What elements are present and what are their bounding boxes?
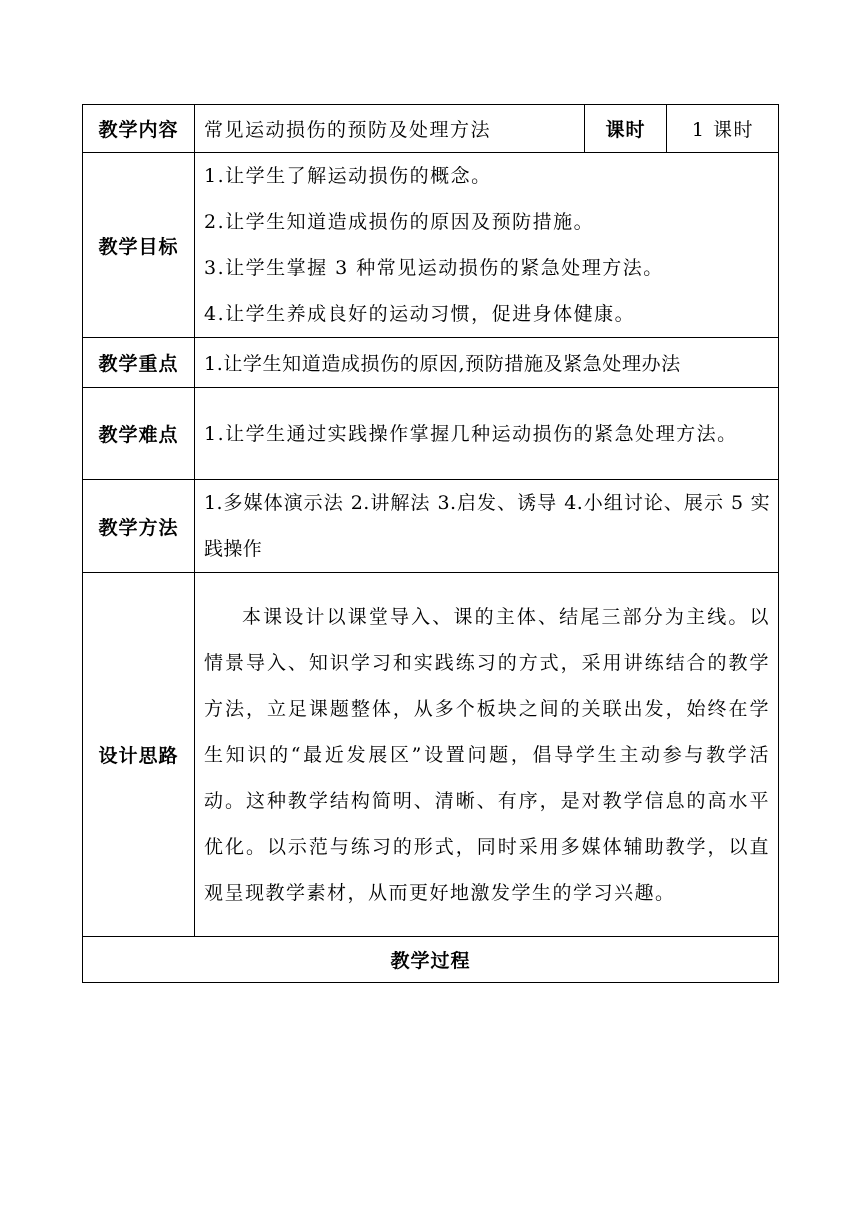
- objective-item: 2.让学生知道造成损伤的原因及预防措施。: [204, 211, 595, 233]
- methods-value: 1.多媒体演示法 2.讲解法 3.启发、诱导 4.小组讨论、展示 5 实践操作: [195, 480, 779, 573]
- period-value: 1 课时: [667, 105, 779, 153]
- objective-item: 4.让学生养成良好的运动习惯，促进身体健康。: [204, 303, 636, 325]
- methods-label: 教学方法: [83, 480, 195, 573]
- difficulties-value: 1.让学生通过实践操作掌握几种运动损伤的紧急处理方法。: [195, 388, 779, 480]
- difficulties-row: [83, 388, 779, 480]
- lesson-plan-table: [82, 104, 779, 983]
- process-label: 教学过程: [83, 937, 779, 983]
- design-label: 设计思路: [83, 573, 195, 937]
- key-points-value: 1.让学生知道造成损伤的原因,预防措施及紧急处理办法: [195, 338, 779, 388]
- process-row: [83, 937, 779, 983]
- objectives-label: 教学目标: [83, 153, 195, 338]
- key-points-row: [83, 338, 779, 388]
- difficulties-label: 教学难点: [83, 388, 195, 480]
- objective-item: 1.让学生了解运动损伤的概念。: [204, 165, 492, 187]
- objectives-list: [195, 153, 779, 338]
- key-points-label: 教学重点: [83, 338, 195, 388]
- objectives-row: [83, 153, 779, 338]
- content-value: 常见运动损伤的预防及处理方法: [195, 105, 585, 153]
- content-row: [83, 105, 779, 153]
- design-value: 本课设计以课堂导入、课的主体、结尾三部分为主线。以情景导入、知识学习和实践练习的方式，采用讲练结合的教学方法，立足课题整体，从多个板块之间的关联出发，始终在学生知识的“最近发展区”设置问题，倡导学生主动参与教学活动。这种教学结构简明、清晰、有序，是对教学信息的高水平优化。以示范与练习的形式，同时采用多媒体辅助教学，以直观呈现教学素材，从而更好地激发学生的学习兴趣。: [195, 573, 779, 937]
- design-row: [83, 573, 779, 937]
- content-label: 教学内容: [83, 105, 195, 153]
- period-label: 课时: [585, 105, 667, 153]
- methods-row: [83, 480, 779, 573]
- objective-item: 3.让学生掌握 3 种常见运动损伤的紧急处理方法。: [204, 257, 664, 279]
